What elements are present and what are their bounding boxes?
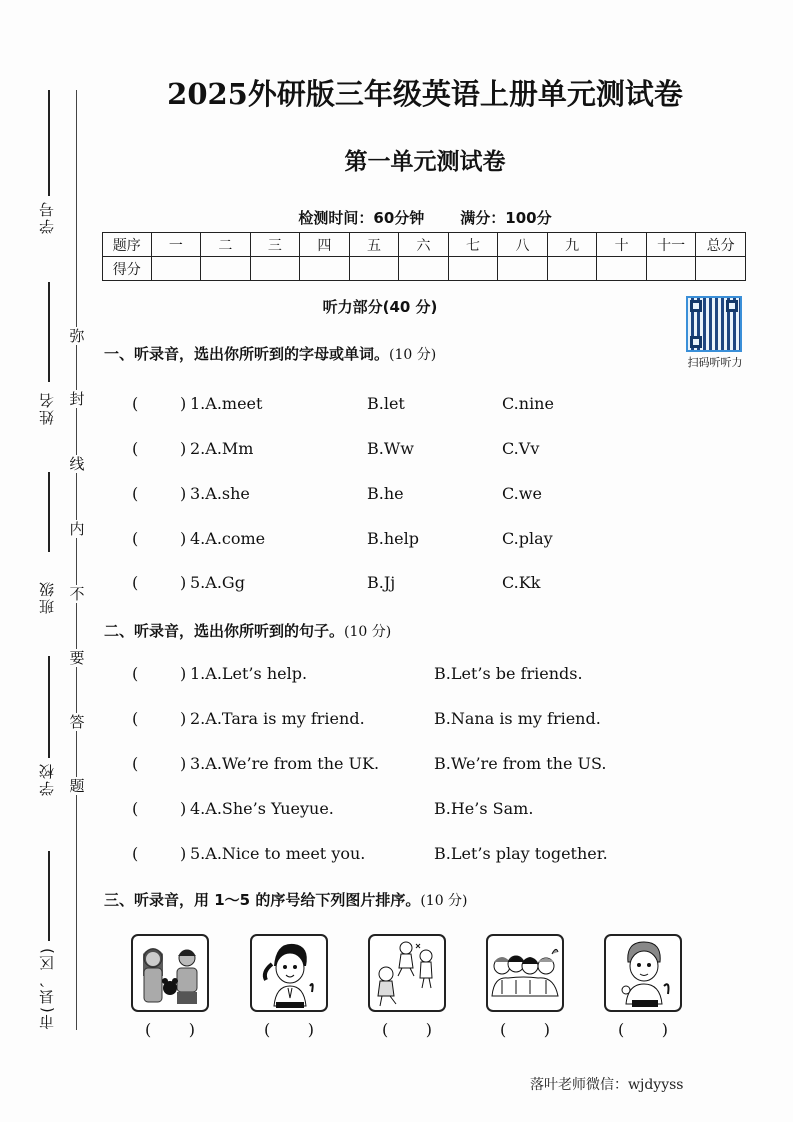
score-cell[interactable]	[498, 257, 548, 281]
option-b: B.We’re from the US.	[434, 754, 607, 773]
three-children-playing-picture	[368, 934, 446, 1012]
section-3-instruction: 三、听录音，用 1～5 的序号给下列图片排序。	[104, 891, 421, 909]
paren-open: (	[264, 1020, 271, 1039]
column-header: 一	[151, 233, 201, 257]
row-header-score: 得分	[103, 257, 152, 281]
footer-contact: 落叶老师微信：wjdyyss	[530, 1077, 684, 1093]
group-of-children-waving-picture	[486, 934, 564, 1012]
exam-meta	[100, 207, 750, 228]
field-label-student-id: 学号	[38, 200, 56, 234]
item-number: 5.	[190, 573, 206, 592]
score-cell[interactable]	[300, 257, 350, 281]
answer-blank-open[interactable]: (	[132, 484, 139, 503]
paren-open: (	[382, 1020, 389, 1039]
qr-finder	[690, 336, 702, 348]
item-number: 4.	[190, 529, 206, 548]
paren-open: (	[618, 1020, 625, 1039]
paren-close: )	[661, 1020, 668, 1039]
score-cell[interactable]	[349, 257, 399, 281]
girl-giving-teddy-bear-to-boy-picture	[131, 934, 209, 1012]
seal-line	[76, 90, 77, 1030]
paren-open: (	[145, 1020, 152, 1039]
column-header: 四	[300, 233, 350, 257]
answer-blank-close: )	[180, 664, 187, 683]
qr-code-icon[interactable]	[686, 296, 742, 352]
answer-blank-open[interactable]: (	[132, 709, 139, 728]
seal-char: 弥	[69, 327, 85, 345]
option-a: A.Let’s help.	[205, 664, 308, 683]
option-b: B.help	[367, 529, 419, 548]
paren-close: )	[188, 1020, 195, 1039]
picture-row	[130, 934, 690, 1044]
column-header: 十	[597, 233, 647, 257]
picture-illustration-icon	[252, 936, 326, 1010]
answer-blank-close: )	[180, 573, 187, 592]
item-number: 3.	[190, 484, 206, 503]
answer-blank-close: )	[180, 799, 187, 818]
item-number: 4.	[190, 799, 206, 818]
item-number: 2.	[190, 439, 206, 458]
listening-heading: 听力部分(40 分)	[322, 298, 438, 316]
seal-char: 内	[69, 520, 85, 538]
answer-blank-open[interactable]: (	[132, 394, 139, 413]
answer-blank-close: )	[180, 394, 187, 413]
option-b: B.let	[367, 394, 405, 413]
option-c: C.Vv	[502, 439, 540, 458]
option-a: A.Nice to meet you.	[205, 844, 366, 863]
score-table-header-row	[103, 233, 746, 257]
item-number: 3.	[190, 754, 206, 773]
option-a: A.She’s Yueyue.	[205, 799, 334, 818]
option-c: C.play	[502, 529, 553, 548]
field-line-class	[48, 472, 50, 552]
row-header-question-number: 题序	[103, 233, 152, 257]
score-cell[interactable]	[201, 257, 251, 281]
picture-answer-blank[interactable]	[368, 1020, 446, 1039]
girl-with-ponytail-waving-picture	[250, 934, 328, 1012]
seal-char: 封	[69, 390, 85, 408]
section-1-instruction: 一、听录音，选出你所听到的字母或单词。	[104, 345, 390, 363]
seal-char: 要	[69, 649, 85, 667]
option-b: B.He’s Sam.	[434, 799, 534, 818]
picture-illustration-icon	[606, 936, 680, 1010]
option-a: A.meet	[205, 394, 263, 413]
seal-char: 题	[69, 777, 85, 795]
option-b: B.Jj	[367, 573, 396, 592]
option-a: A.We’re from the UK.	[205, 754, 380, 773]
paren-close: )	[307, 1020, 314, 1039]
option-c: C.nine	[502, 394, 554, 413]
field-label-school: 学校	[38, 762, 56, 796]
score-cell[interactable]	[547, 257, 597, 281]
boy-waving-picture	[604, 934, 682, 1012]
paren-open: (	[500, 1020, 507, 1039]
picture-answer-blank[interactable]	[604, 1020, 682, 1039]
option-c: C.Kk	[502, 573, 541, 592]
answer-blank-open[interactable]: (	[132, 439, 139, 458]
column-header: 五	[349, 233, 399, 257]
item-number: 5.	[190, 844, 206, 863]
seal-char: 不	[69, 585, 85, 603]
column-header: 十一	[646, 233, 696, 257]
option-a: A.Gg	[205, 573, 245, 592]
field-line-school	[48, 656, 50, 758]
answer-blank-open[interactable]: (	[132, 844, 139, 863]
picture-answer-blank[interactable]	[486, 1020, 564, 1039]
column-header: 三	[250, 233, 300, 257]
picture-illustration-icon	[370, 936, 444, 1010]
option-a: A.she	[205, 484, 250, 503]
full-score: 满分：100分	[460, 209, 552, 227]
option-b: B.Let’s be friends.	[434, 664, 583, 683]
qr-pattern	[688, 298, 740, 350]
paren-close: )	[425, 1020, 432, 1039]
field-label-class: 班级	[38, 580, 56, 614]
picture-answer-blank[interactable]	[131, 1020, 209, 1039]
answer-blank-open[interactable]: (	[132, 754, 139, 773]
column-header: 九	[547, 233, 597, 257]
column-header: 七	[448, 233, 498, 257]
column-header: 六	[399, 233, 449, 257]
answer-blank-open[interactable]: (	[132, 664, 139, 683]
option-c: C.we	[502, 484, 542, 503]
answer-blank-close: )	[180, 484, 187, 503]
section-1-title	[104, 343, 436, 364]
option-a: A.Mm	[205, 439, 254, 458]
field-label-name: 姓名	[38, 391, 56, 425]
answer-blank-close: )	[180, 844, 187, 863]
field-line-student-id	[48, 90, 50, 196]
score-cell[interactable]	[646, 257, 696, 281]
answer-blank-close: )	[180, 709, 187, 728]
item-number: 2.	[190, 709, 206, 728]
column-header-total: 总分	[696, 233, 746, 257]
section-3-title	[104, 889, 468, 910]
score-cell[interactable]	[597, 257, 647, 281]
seal-char: 答	[69, 713, 85, 731]
paren-close: )	[543, 1020, 550, 1039]
column-header: 二	[201, 233, 251, 257]
option-a: A.come	[205, 529, 266, 548]
score-table-score-row	[103, 257, 746, 281]
field-line-name	[48, 282, 50, 382]
picture-illustration-icon	[133, 936, 207, 1010]
option-b: B.Ww	[367, 439, 414, 458]
score-cell[interactable]	[250, 257, 300, 281]
answer-blank-open[interactable]: (	[132, 799, 139, 818]
qr-label: 扫码听听力	[687, 356, 743, 369]
score-cell[interactable]	[399, 257, 449, 281]
score-table	[102, 232, 746, 281]
score-cell[interactable]	[151, 257, 201, 281]
section-2-title	[104, 620, 391, 641]
picture-answer-blank[interactable]	[250, 1020, 328, 1039]
field-label-city: 市(县、区)	[38, 946, 56, 1030]
seal-char: 线	[69, 455, 85, 473]
item-number: 1.	[190, 664, 206, 683]
score-cell-total[interactable]	[696, 257, 746, 281]
time-limit: 检测时间：60分钟	[298, 209, 425, 227]
field-line-city	[48, 851, 50, 941]
answer-blank-open[interactable]: (	[132, 529, 139, 548]
item-number: 1.	[190, 394, 206, 413]
unit-title: 第一单元测试卷	[344, 148, 506, 175]
exam-title: 2025外研版三年级英语上册单元测试卷	[167, 77, 683, 111]
section-2-instruction: 二、听录音，选出你所听到的句子。	[104, 622, 345, 640]
option-b: B.Let’s play together.	[434, 844, 608, 863]
answer-blank-close: )	[180, 439, 187, 458]
qr-finder	[690, 300, 702, 312]
section-1-points: (10 分)	[389, 347, 437, 363]
answer-blank-close: )	[180, 529, 187, 548]
qr-finder	[726, 300, 738, 312]
column-header: 八	[498, 233, 548, 257]
option-b: B.Nana is my friend.	[434, 709, 601, 728]
picture-illustration-icon	[488, 936, 562, 1010]
answer-blank-open[interactable]: (	[132, 573, 139, 592]
section-2-points: (10 分)	[344, 624, 392, 640]
score-cell[interactable]	[448, 257, 498, 281]
answer-blank-close: )	[180, 754, 187, 773]
option-b: B.he	[367, 484, 404, 503]
section-3-points: (10 分)	[420, 893, 468, 909]
option-a: A.Tara is my friend.	[205, 709, 365, 728]
